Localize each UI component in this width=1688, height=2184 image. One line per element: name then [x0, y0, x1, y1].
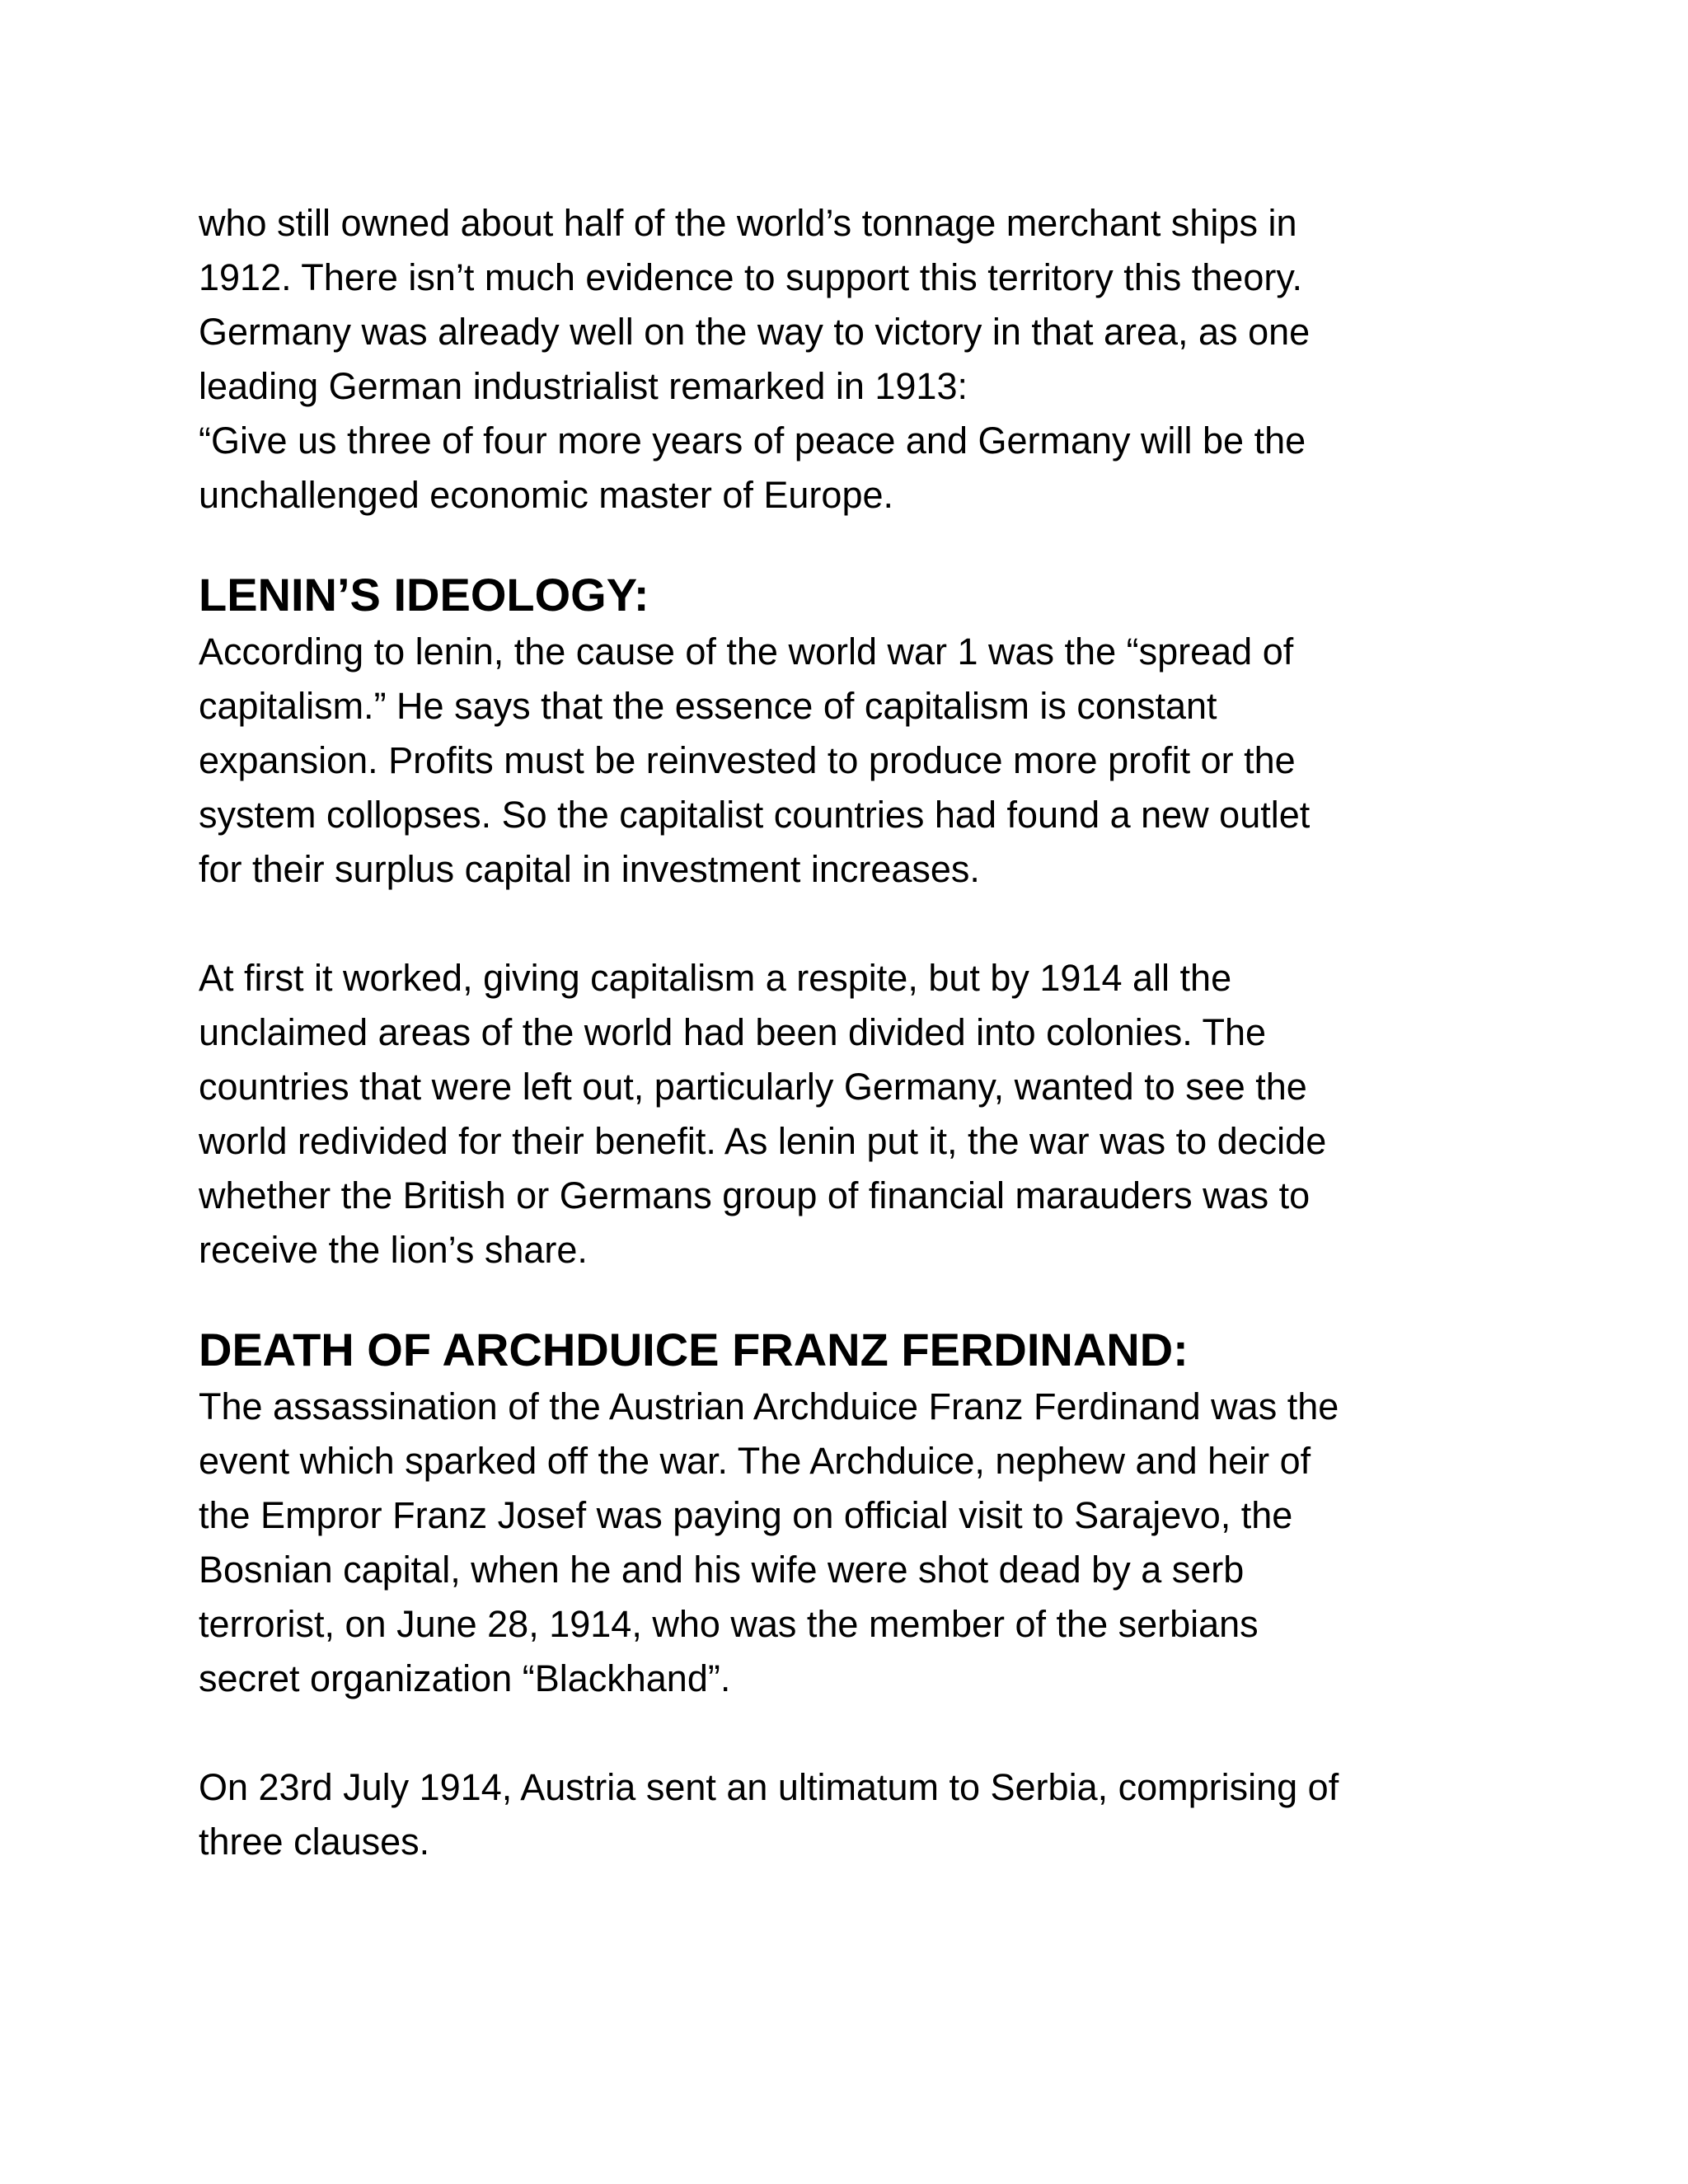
text-line: The assassination of the Austrian Archduice Franz Ferdinand was the [199, 1385, 1339, 1427]
lenin-paragraph-2 [199, 951, 1517, 1277]
text-line: secret organization “Blackhand”. [199, 1657, 731, 1699]
text-line: three clauses. [199, 1821, 430, 1863]
lenin-ideology-heading: LENIN’S IDEOLOGY: [199, 569, 649, 621]
text-line: Bosnian capital, when he and his wife were shot dead by a serb [199, 1549, 1245, 1591]
text-line: capitalism.” He says that the essence of capitalism is constant [199, 685, 1217, 727]
lenin-paragraph-1 [199, 625, 1517, 897]
text-line: world redivided for their benefit. As lenin put it, the war was to decide [199, 1120, 1327, 1162]
text-line: receive the lion’s share. [199, 1229, 588, 1271]
archduice-death-heading: DEATH OF ARCHDUICE FRANZ FERDINAND: [199, 1324, 1189, 1376]
text-line: terrorist, on June 28, 1914, who was the member of the serbians [199, 1603, 1259, 1645]
text-line: According to lenin, the cause of the world war 1 was the “spread of [199, 630, 1294, 673]
text-line: the Empror Franz Josef was paying on official visit to Sarajevo, the [199, 1494, 1293, 1536]
text-line: unchallenged economic master of Europe. [199, 474, 894, 516]
text-line: unclaimed areas of the world had been divided into colonies. The [199, 1011, 1267, 1053]
text-line: expansion. Profits must be reinvested to produce more profit or the [199, 739, 1296, 781]
text-line: event which sparked off the war. The Archduice, nephew and heir of [199, 1440, 1311, 1482]
text-line: “Give us three of four more years of peace and Germany will be the [199, 419, 1306, 462]
document-body [199, 196, 1517, 1869]
text-line: for their surplus capital in investment increases. [199, 848, 980, 890]
text-line: At first it worked, giving capitalism a respite, but by 1914 all the [199, 957, 1232, 999]
intro-paragraph [199, 196, 1517, 523]
text-line: leading German industrialist remarked in 1913: [199, 365, 968, 407]
text-line: On 23rd July 1914, Austria sent an ultimatum to Serbia, comprising of [199, 1766, 1339, 1808]
text-line: system collopses. So the capitalist countries had found a new outlet [199, 794, 1311, 836]
text-line: whether the British or Germans group of financial marauders was to [199, 1174, 1311, 1216]
text-line: 1912. There isn’t much evidence to support this territory this theory. [199, 256, 1302, 298]
text-line: who still owned about half of the world’s tonnage merchant ships in [199, 202, 1297, 244]
text-line: Germany was already well on the way to victory in that area, as one [199, 311, 1311, 353]
archduice-paragraph-1 [199, 1380, 1517, 1706]
text-line: countries that were left out, particularly Germany, wanted to see the [199, 1066, 1307, 1108]
archduice-paragraph-2 [199, 1760, 1517, 1869]
